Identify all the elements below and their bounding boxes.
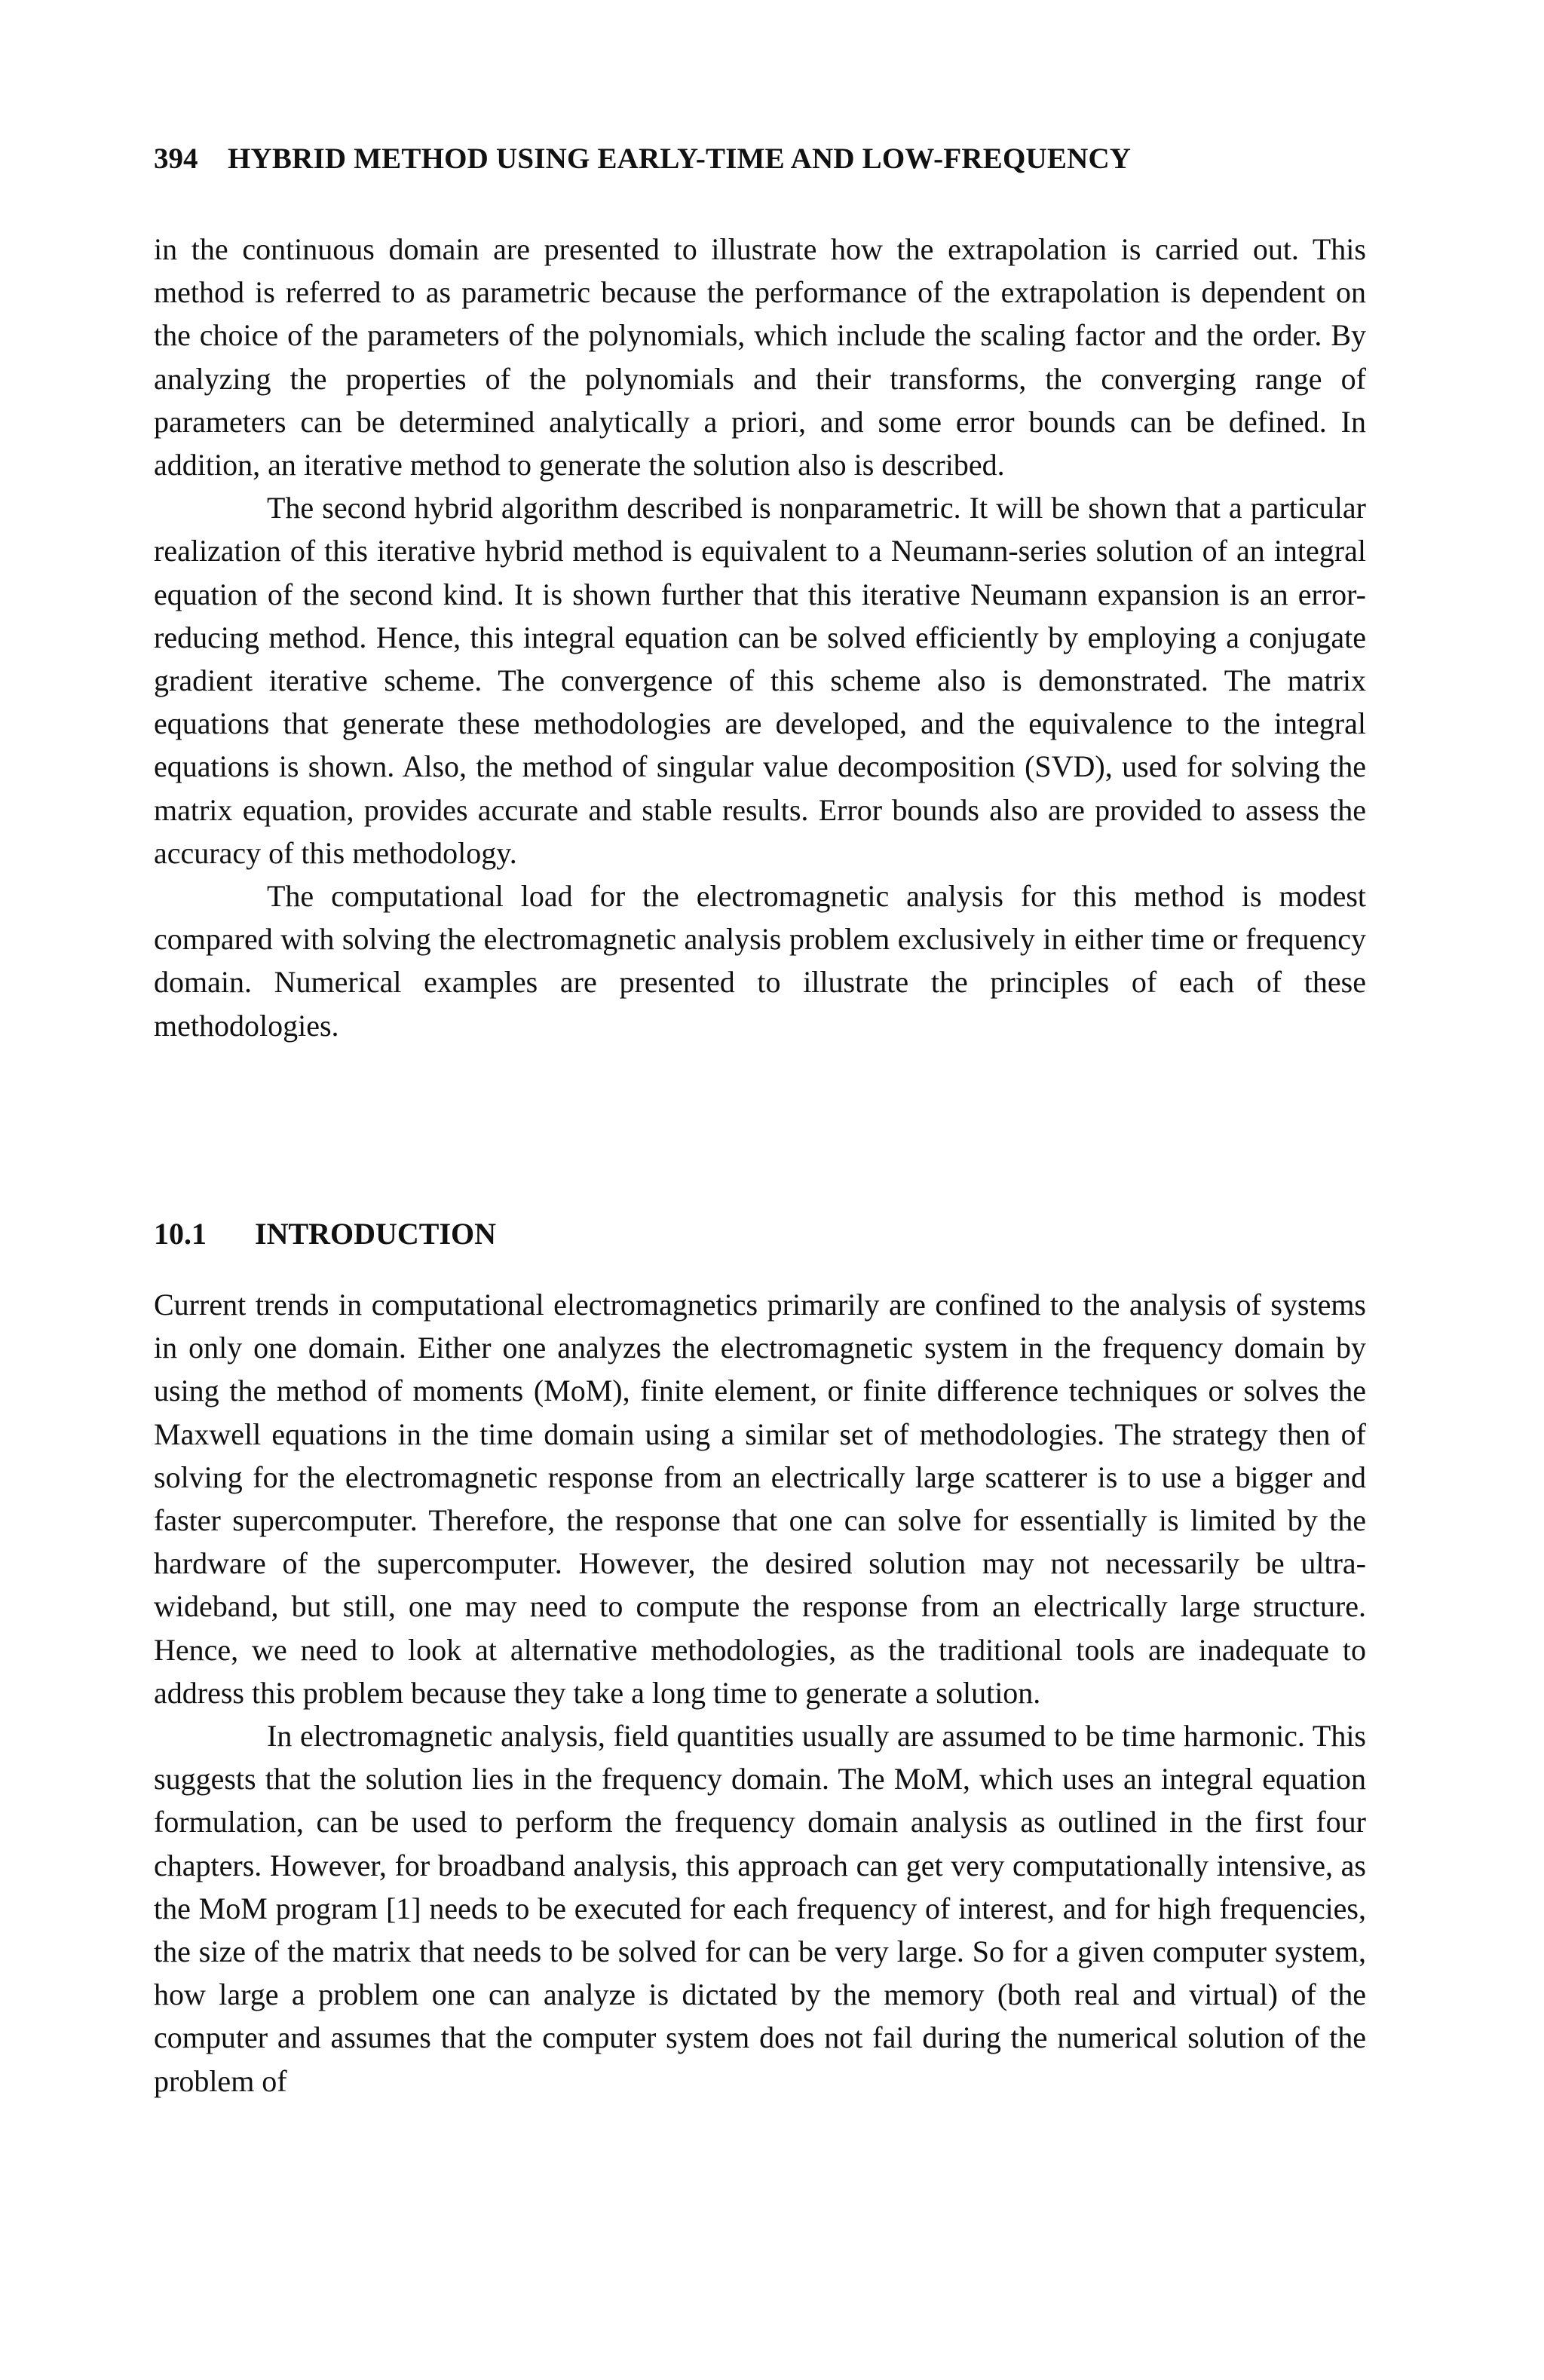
- paragraph: Current trends in computational electromagnetics primarily are confined to the analysis of systems in only one domain. Either one analyzes the electromagnetic system in the frequency domain by using the method of moments (MoM), finite element, or finite difference techniques or solves the Maxwell equations in the time domain using a similar set of methodologies. The strategy then of solving for the electromagnetic response from an electrically large scatterer is to use a bigger and faster supercomputer. Therefore, the response that one can solve for essentially is limited by the hardware of the supercomputer. However, the desired solution may not necessarily be ultra-wideband, but still, one may need to compute the response from an electrically large structure. Hence, we need to look at alternative methodologies, as the traditional tools are inadequate to address this problem because they take a long time to generate a solution.: [154, 1288, 1366, 1710]
- section-heading: [154, 1215, 496, 1253]
- paragraph: In electromagnetic analysis, field quantities usually are assumed to be time harmonic. This suggests that the solution lies in the frequency domain. The MoM, which uses an integral equation formulation, can be used to perform the frequency domain analysis as outlined in the first four chapters. However, for broadband analysis, this approach can get very computationally intensive, as the MoM program [1] needs to be executed for each frequency of interest, and for high frequencies, the size of the matrix that needs to be solved for can be very large. So for a given computer system, how large a problem one can analyze is dictated by the memory (both real and virtual) of the computer and assumes that the computer system does not fail during the numerical solution of the problem of: [154, 1719, 1366, 2098]
- paragraph: in the continuous domain are presented to illustrate how the extrapolation is carried out. This method is referred to as parametric because the performance of the extrapolation is dependent on the choice of the parameters of the polynomials, which include the scaling factor and the order. By analyzing the properties of the polynomials and their transforms, the converging range of parameters can be determined analytically a priori, and some error bounds can be defined. In addition, an iterative method to generate the solution also is described.: [154, 232, 1366, 482]
- page-number: 394: [154, 142, 198, 175]
- paragraph: The second hybrid algorithm described is nonparametric. It will be shown that a particular realization of this iterative hybrid method is equivalent to a Neumann-series solution of an integral equation of the second kind. It is shown further that this iterative Neumann expansion is an error-reducing method. Hence, this integral equation can be solved efficiently by employing a conjugate gradient iterative scheme. The convergence of this scheme also is demonstrated. The matrix equations that generate these methodologies are developed, and the equivalence to the integral equations is shown. Also, the method of singular value decomposition (SVD), used for solving the matrix equation, provides accurate and stable results. Error bounds also are provided to assess the accuracy of this methodology.: [154, 491, 1366, 870]
- intro-text-block: [154, 228, 1366, 1047]
- section-text-block: [154, 1283, 1366, 2103]
- section-number: 10.1: [154, 1217, 207, 1251]
- running-header: [154, 140, 1366, 178]
- paragraph: The computational load for the electromagnetic analysis for this method is modest compared with solving the electromagnetic analysis problem exclusively in either time or frequency domain. Numerical examples are presented to illustrate the principles of each of these methodologies.: [154, 879, 1366, 1043]
- running-title: HYBRID METHOD USING EARLY-TIME AND LOW-FREQUENCY: [228, 142, 1132, 175]
- section-title: INTRODUCTION: [255, 1217, 497, 1251]
